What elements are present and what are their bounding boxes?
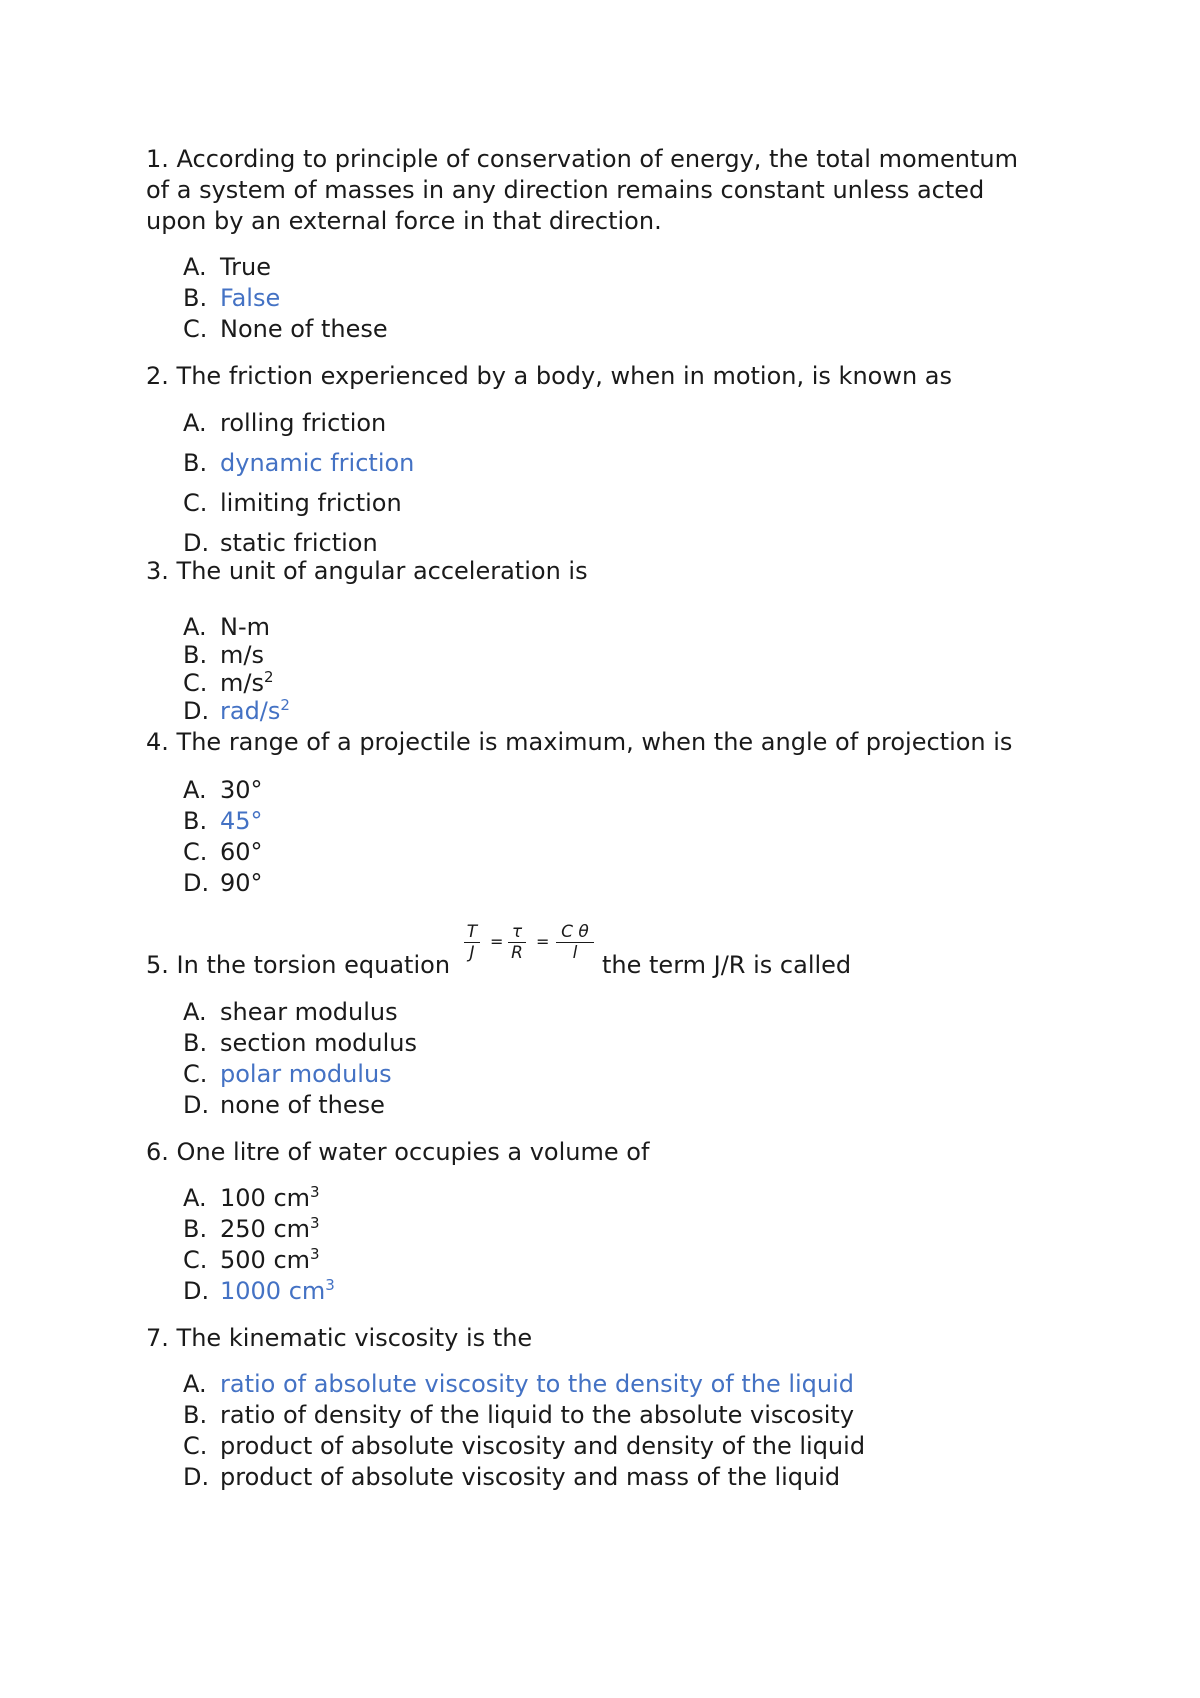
options-6 — [183, 1183, 335, 1307]
option-text: product of absolute viscosity and density of the liquid — [220, 1432, 866, 1460]
option-b: B. section modulus — [183, 1029, 417, 1057]
option-text: shear modulus — [220, 998, 398, 1026]
equals-sign: = — [490, 932, 504, 951]
option-c: C. 60° — [183, 838, 263, 866]
option-text: 250 cm — [220, 1215, 311, 1243]
correct-answer: dynamic friction — [220, 449, 415, 477]
question-number: 3. — [146, 557, 169, 585]
option-d: D. product of absolute viscosity and mass of the liquid — [183, 1463, 841, 1491]
options-1 — [183, 252, 388, 345]
question-7 — [146, 1323, 532, 1354]
option-text: section modulus — [220, 1029, 417, 1057]
option-text: N-m — [220, 613, 270, 641]
question-1 — [146, 144, 1018, 237]
option-text: 90° — [220, 869, 263, 897]
option-text: static friction — [220, 529, 378, 557]
option-a: A. 30° — [183, 776, 263, 804]
correct-answer: rad/$s^2$ — [220, 696, 290, 725]
option-text: 60° — [220, 838, 263, 866]
question-4 — [146, 727, 1012, 758]
option-b: B. dynamic friction — [183, 449, 415, 477]
option-text: m/s — [220, 669, 264, 697]
option-c: C. None of these — [183, 315, 388, 343]
correct-answer: polar modulus — [220, 1060, 392, 1088]
option-text: ratio of density of the liquid to the absolute viscosity — [220, 1401, 855, 1429]
question-2 — [146, 361, 952, 392]
option-b: B. ratio of density of the liquid to the absolute viscosity — [183, 1401, 855, 1429]
option-a: A. shear modulus — [183, 998, 398, 1026]
option-text: None of these — [220, 315, 388, 343]
option-text: limiting friction — [220, 489, 402, 517]
torsion-equation — [464, 922, 594, 964]
correct-answer: False — [220, 284, 281, 312]
correct-answer: 45° — [220, 807, 263, 835]
option-text: product of absolute viscosity and mass of the liquid — [220, 1463, 841, 1491]
superscript: 3 — [310, 1245, 320, 1263]
option-b: B. 45° — [183, 807, 263, 835]
option-text: 100 cm — [220, 1184, 311, 1212]
question-text-before: In the torsion equation — [176, 951, 451, 979]
question-3 — [146, 556, 588, 587]
options-5 — [183, 997, 417, 1121]
superscript: 2 — [280, 696, 290, 714]
question-number: 4. — [146, 728, 169, 756]
superscript: 3 — [325, 1276, 335, 1294]
option-d: D. 90° — [183, 869, 263, 897]
question-text: The unit of angular acceleration is — [176, 557, 588, 585]
option-text: 500 cm — [220, 1246, 311, 1274]
option-d: D. static friction — [183, 529, 378, 557]
option-c: C. limiting friction — [183, 489, 402, 517]
option-text: m/s — [220, 641, 264, 669]
question-text: The friction experienced by a body, when in motion, is known as — [176, 362, 953, 390]
option-a: A. 100 $cm^3$ — [183, 1183, 320, 1212]
correct-answer: 1000 $cm^3$ — [220, 1276, 335, 1305]
question-number: 7. — [146, 1324, 169, 1352]
options-2 — [183, 406, 414, 566]
option-d: D. rad/$s^2$ — [183, 696, 290, 725]
fraction-c-theta-over-l: C θ l — [556, 922, 594, 963]
question-5 — [146, 950, 450, 981]
question-text: According to principle of conservation of energy, the total momentum of a system of masses in any direction remains constant unless acted upon by an external force in that direction. — [146, 145, 1018, 235]
options-7 — [183, 1369, 865, 1493]
question-text: The range of a projectile is maximum, when the angle of projection is — [176, 728, 1013, 756]
option-b: B. m/s — [183, 641, 264, 669]
option-text: 30° — [220, 776, 263, 804]
option-c: C. $m/s^2$ — [183, 668, 274, 697]
option-text: rolling friction — [220, 409, 387, 437]
correct-answer: ratio of absolute viscosity to the density of the liquid — [220, 1370, 855, 1398]
question-text: The kinematic viscosity is the — [176, 1324, 533, 1352]
question-number: 5. — [146, 951, 169, 979]
option-c: C. polar modulus — [183, 1060, 392, 1088]
option-a: A. rolling friction — [183, 409, 387, 437]
option-d: D. none of these — [183, 1091, 385, 1119]
option-d: D. 1000 $cm^3$ — [183, 1276, 335, 1305]
option-c: C. product of absolute viscosity and density of the liquid — [183, 1432, 866, 1460]
option-b: B. 250 $cm^3$ — [183, 1214, 320, 1243]
fraction-tau-over-r: τ R — [508, 922, 526, 963]
question-number: 6. — [146, 1138, 169, 1166]
question-text: One litre of water occupies a volume of — [176, 1138, 650, 1166]
option-text: none of these — [220, 1091, 385, 1119]
question-5-continued — [602, 950, 851, 981]
question-number: 1. — [146, 145, 169, 173]
option-c: C. 500 $cm^3$ — [183, 1245, 320, 1274]
option-text: True — [220, 253, 271, 281]
fraction-t-over-j: T J — [464, 922, 480, 963]
question-text-after: the term J/R is called — [602, 951, 852, 979]
option-b: B. False — [183, 284, 281, 312]
option-a: A. N-m — [183, 613, 270, 641]
superscript: 2 — [263, 668, 274, 686]
option-a: A. ratio of absolute viscosity to the density of the liquid — [183, 1370, 855, 1398]
superscript: 3 — [310, 1214, 320, 1232]
question-6 — [146, 1137, 649, 1168]
equals-sign: = — [536, 932, 550, 951]
question-number: 2. — [146, 362, 169, 390]
option-a: A. True — [183, 253, 271, 281]
options-4 — [183, 775, 263, 899]
options-3 — [183, 613, 290, 725]
superscript: 3 — [310, 1183, 320, 1201]
